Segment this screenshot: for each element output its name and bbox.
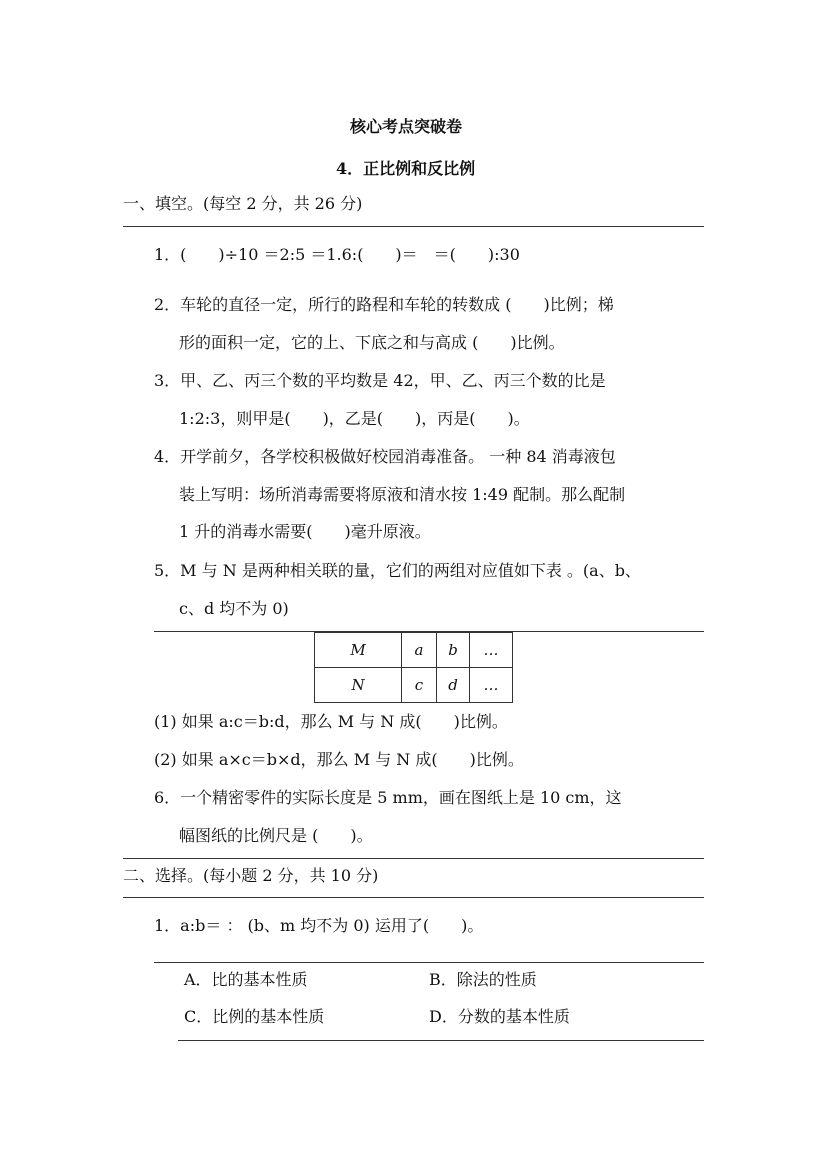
option-a: A．比的基本性质 [184,970,308,989]
table-cell: M [315,633,402,668]
exam-subtitle: 4．正比例和反比例 [336,159,476,178]
question-3-line-2: 1:2:3，则甲是( )，乙是( )，丙是( )。 [179,409,530,428]
question-5-sub-2: (2) 如果 a×c＝b×d，那么 M 与 N 成( )比例。 [154,750,524,769]
section-divider [123,858,704,859]
question-4-line-1: 4．开学前夕，各学校积极做好校园消毒准备。 一种 84 消毒液包 [154,447,616,466]
mn-value-table [314,632,513,703]
table-cell: N [315,668,402,703]
question-2-line-1: 2．车轮的直径一定，所行的路程和车轮的转数成 ( )比例；梯 [154,295,614,314]
question-3-line-1: 3．甲、乙、丙三个数的平均数是 42，甲、乙、丙三个数的比是 [154,371,606,390]
table-cell: b [437,633,470,668]
question-1: 1．( )÷10 ＝2:5 ＝1.6:( )＝ ＝( ):30 [154,245,520,264]
question-6-line-2: 幅图纸的比例尺是 ( )。 [179,826,373,845]
section-1-heading: 一、填空。(每空 2 分，共 26 分) [123,194,363,213]
table-cell: … [470,633,513,668]
question-5-line-2: c、d 均不为 0) [179,599,289,618]
option-d: D．分数的基本性质 [429,1007,570,1026]
question-6-line-1: 6．一个精密零件的实际长度是 5 mm，画在图纸上是 10 cm，这 [154,788,622,807]
question-5-sub-1: (1) 如果 a:c＝b:d，那么 M 与 N 成( )比例。 [154,712,508,731]
question-2-line-2: 形的面积一定，它的上、下底之和与高成 ( )比例。 [179,333,565,352]
exam-title: 核心考点突破卷 [350,117,463,136]
table-cell: d [437,668,470,703]
table-cell: a [402,633,437,668]
section-divider [123,226,704,227]
section-divider [123,897,704,898]
table-row [315,633,513,668]
option-b: B．除法的性质 [429,970,537,989]
option-c: C．比例的基本性质 [184,1007,325,1026]
question-4-line-2: 装上写明：场所消毒需要将原液和清水按 1:49 配制。那么配制 [179,485,626,504]
table-cell: … [470,668,513,703]
table-cell: c [402,668,437,703]
options-bottom-rule [178,1040,704,1041]
options-top-rule [154,962,704,963]
choice-question-1: 1．a:b＝ ： (b、m 均不为 0) 运用了( )。 [154,916,484,935]
question-5-line-1: 5．M 与 N 是两种相关联的量，它们的两组对应值如下表 。(a、b、 [154,561,641,580]
question-4-line-3: 1 升的消毒水需要( )毫升原液。 [179,522,431,541]
section-2-heading: 二、选择。(每小题 2 分，共 10 分) [123,866,379,885]
table-row [315,668,513,703]
